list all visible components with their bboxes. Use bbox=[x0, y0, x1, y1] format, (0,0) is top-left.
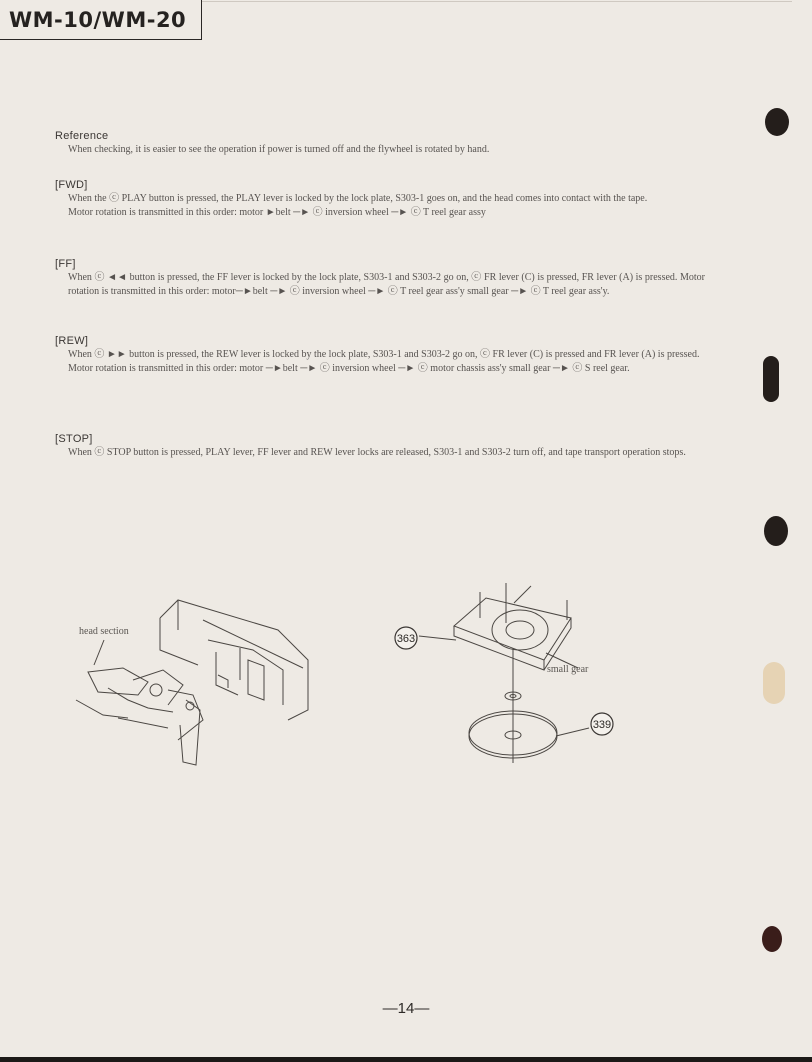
section-text: When ⓒ ►► button is pressed, the REW lever is locked by the lock plate, S303-1 and S303-2 go on, ⓒ FR lever (C) is pressed and FR lever (A) is pressed. bbox=[68, 349, 700, 360]
binder-hole bbox=[764, 516, 788, 546]
gear-assembly-diagram bbox=[386, 578, 626, 773]
section-heading: Reference bbox=[55, 130, 109, 142]
section-text: Motor rotation is transmitted in this order: motor ►belt ─► ⓒ inversion wheel ─► ⓒ T reel gear assy bbox=[68, 206, 486, 218]
binder-hole bbox=[765, 108, 789, 136]
section-heading: [STOP] bbox=[55, 433, 93, 445]
section-ff bbox=[55, 257, 705, 298]
section-text: When the ⓒ PLAY button is pressed, the PLAY lever is locked by the lock plate, S303-1 goes on, and the head comes into contact with the tape. bbox=[68, 193, 648, 204]
section-stop bbox=[55, 432, 705, 460]
section-heading: [REW] bbox=[55, 335, 89, 347]
head-section-diagram bbox=[68, 590, 330, 770]
section-text: When ⓒ STOP button is pressed, PLAY lever, FF lever and REW lever locks are released, S303-1 and S303-2 turn off, and tape transport operation stops. bbox=[68, 447, 686, 458]
section-text: When checking, it is easier to see the operation if power is turned off and the flywheel is rotated by hand. bbox=[68, 144, 490, 155]
section-fwd bbox=[55, 178, 705, 219]
section-heading: [FWD] bbox=[55, 179, 88, 191]
head-section-label: head section bbox=[79, 626, 129, 637]
top-rule bbox=[202, 1, 792, 2]
bottom-edge bbox=[0, 1057, 812, 1062]
section-text: Motor rotation is transmitted in this order: motor ─►belt ─► ⓒ inversion wheel ─► ⓒ motor chassis ass'y small gear ─► ⓒ S reel gear. bbox=[68, 362, 630, 374]
callout-339: 339 bbox=[592, 719, 612, 731]
binder-hole bbox=[763, 356, 779, 402]
callout-363: 363 bbox=[396, 633, 416, 645]
section-rew bbox=[55, 334, 705, 375]
section-text: When ⓒ ◄◄ button is pressed, the FF lever is locked by the lock plate, S303-1 and S303-2 go on, ⓒ FR lever (C) is pressed, FR lever (A) is pressed. Motor rotation is transmitted in this order: motor─►belt ─► ⓒ inversion wheel ─► ⓒ T reel gear ass'y small gear ─► ⓒ T reel gear ass'y. bbox=[68, 272, 705, 297]
model-title: WM-10/WM-20 bbox=[0, 0, 202, 40]
section-reference bbox=[55, 129, 705, 157]
binder-hole bbox=[762, 926, 782, 952]
small-gear-label: small gear bbox=[547, 664, 589, 675]
binder-hole bbox=[763, 662, 785, 704]
page-number: —14— bbox=[382, 1000, 430, 1017]
section-heading: [FF] bbox=[55, 258, 76, 270]
